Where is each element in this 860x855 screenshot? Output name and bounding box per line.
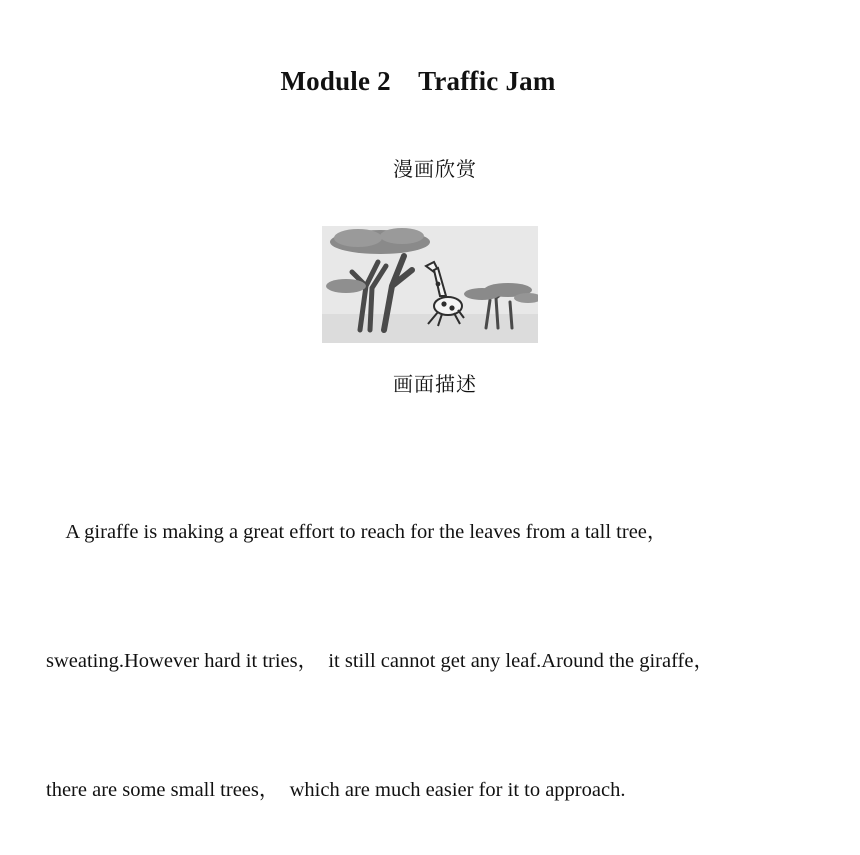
description-line: there are some small trees， which are much easier for it to approach. [46,779,626,801]
cartoon-image [322,226,538,343]
description-line: A giraffe is making a great effort to reach for the leaves from a tall tree， [46,521,668,543]
section-heading-description: 画面描述 [393,372,477,396]
section-heading-cartoon: 漫画欣赏 [393,157,477,181]
page-title: Module 2 Traffic Jam [280,66,556,96]
description-paragraph [46,425,816,855]
description-line: sweating.However hard it tries， it still cannot get any leaf.Around the giraffe， [46,650,714,672]
cartoon-illustration [322,226,538,343]
